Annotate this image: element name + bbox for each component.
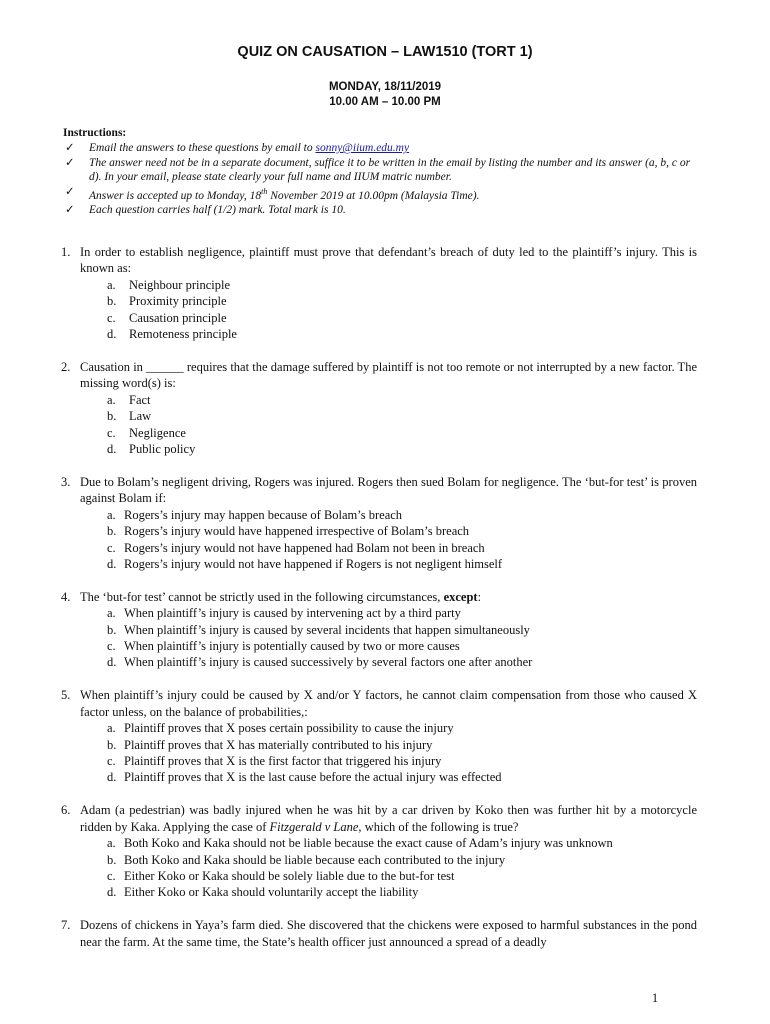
question-text: Causation in ______ requires that the damage suffered by plaintiff is not too remote or not interrupted by a new factor. The missing word(s) is:	[80, 359, 697, 391]
option-text: Negligence	[129, 425, 186, 440]
instructions-list	[63, 141, 703, 217]
option-letter: c.	[107, 425, 116, 440]
option-item	[107, 425, 697, 441]
option-text: When plaintiff’s injury is potentially caused by two or more causes	[124, 639, 460, 654]
option-item	[107, 835, 697, 851]
question-text-part: which of the following is true?	[361, 819, 519, 834]
question-number: 3.	[61, 474, 71, 489]
quiz-title: QUIZ ON CAUSATION – LAW1510 (TORT 1)	[237, 44, 533, 60]
option-item	[107, 408, 697, 424]
option-letter: c.	[107, 540, 116, 555]
option-letter: b.	[107, 409, 117, 424]
option-text: Public policy	[129, 441, 196, 456]
option-item	[107, 507, 697, 523]
option-text: Plaintiff proves that X has materially contributed to his injury	[124, 737, 433, 752]
question-3	[61, 474, 697, 572]
option-letter: b.	[107, 524, 117, 539]
option-list	[61, 720, 697, 786]
option-item	[107, 326, 697, 342]
instruction-text: The answer need not be in a separate document, suffice it to be written in the email by listing the number and its answer (a, b, c or d). In your email, please state clearly your full name and IIUM matric number.	[89, 156, 691, 183]
questions-section	[61, 244, 697, 967]
instruction-item	[63, 141, 703, 156]
question-7	[61, 917, 697, 950]
option-list	[61, 835, 697, 901]
option-item	[107, 310, 697, 326]
option-letter: b.	[107, 737, 117, 752]
option-list	[61, 392, 697, 458]
option-text: When plaintiff’s injury is caused by several incidents that happen simultaneously	[124, 622, 530, 637]
option-letter: d.	[107, 327, 117, 342]
option-item	[107, 884, 697, 900]
option-item	[107, 277, 697, 293]
question-number: 4.	[61, 589, 71, 604]
question-number: 5.	[61, 688, 71, 703]
option-item	[107, 293, 697, 309]
option-text: Proximity principle	[129, 294, 227, 309]
option-letter: c.	[107, 753, 116, 768]
option-letter: b.	[107, 852, 117, 867]
instruction-item	[63, 185, 703, 203]
case-name: Fitzgerald v Lane,	[269, 819, 362, 834]
option-letter: c.	[107, 310, 116, 325]
option-letter: b.	[107, 622, 117, 637]
checkmark-icon: ✓	[65, 185, 75, 198]
option-list	[61, 277, 697, 343]
option-item	[107, 523, 697, 539]
option-text: Both Koko and Kaka should be liable because each contributed to the injury	[124, 852, 506, 867]
option-letter: a.	[107, 392, 116, 407]
question-number: 7.	[61, 918, 71, 933]
instructions-heading: Instructions:	[63, 127, 127, 139]
option-letter: a.	[107, 277, 116, 292]
option-item	[107, 392, 697, 408]
option-text: Remoteness principle	[129, 327, 237, 342]
option-item	[107, 654, 697, 670]
option-text: Fact	[129, 392, 151, 407]
question-number: 1.	[61, 245, 71, 259]
question-text-emphasis: except	[443, 589, 478, 604]
option-item	[107, 441, 697, 457]
option-text: Causation principle	[129, 310, 227, 325]
option-item	[107, 540, 697, 556]
question-text: When plaintiff’s injury could be caused by X and/or Y factors, he cannot claim compensation from those who caused X factor unless, on the balance of probabilities,:	[80, 688, 697, 719]
option-letter: c.	[107, 639, 116, 654]
page-number: 1	[651, 991, 659, 1005]
option-text: Either Koko or Kaka should voluntarily accept the liability	[124, 885, 419, 900]
instructions-section	[63, 126, 703, 217]
question-1	[61, 244, 697, 342]
option-item	[107, 556, 697, 572]
question-4	[61, 589, 697, 671]
option-letter: d.	[107, 441, 117, 456]
option-text: Rogers’s injury would have happened irrespective of Bolam’s breach	[124, 524, 470, 539]
option-text: When plaintiff’s injury is caused successively by several factors one after another	[124, 655, 533, 670]
option-text: Rogers’s injury would not have happened had Bolam not been in breach	[124, 540, 485, 555]
option-item	[107, 852, 697, 868]
option-list	[61, 507, 697, 573]
option-text: Either Koko or Kaka should be solely liable due to the but-for test	[124, 868, 455, 883]
instruction-item	[63, 156, 703, 185]
question-text: Dozens of chickens in Yaya’s farm died. She discovered that the chickens were exposed to harmful substances in the pond near the farm. At the same time, the State’s health officer just announced a spread of a deadly	[80, 918, 697, 949]
quiz-date-time	[0, 80, 770, 110]
option-item	[107, 622, 697, 638]
question-text: In order to establish negligence, plaintiff must prove that defendant’s breach of duty led to the plaintiff’s injury. This is known as:	[80, 245, 697, 276]
checkmark-icon: ✓	[65, 203, 75, 216]
option-item	[107, 737, 697, 753]
question-2	[61, 359, 697, 457]
ordinal-suffix: th	[261, 186, 268, 196]
question-text	[80, 589, 697, 605]
option-letter: d.	[107, 885, 117, 900]
option-text: Law	[129, 409, 152, 424]
option-text: Rogers’s injury would not have happened if Rogers is not negligent himself	[124, 556, 503, 571]
option-letter: a.	[107, 507, 116, 522]
option-letter: c.	[107, 868, 116, 883]
option-letter: d.	[107, 556, 117, 571]
email-link[interactable]: sonny@iium.edu.my	[315, 142, 410, 154]
instruction-text: Each question carries half (1/2) mark. Total mark is 10.	[89, 203, 346, 216]
instruction-text: Answer is accepted up to Monday, 18	[89, 189, 262, 202]
option-list	[61, 605, 697, 671]
option-item	[107, 868, 697, 884]
question-5	[61, 687, 697, 785]
option-item	[107, 638, 697, 654]
question-text: Due to Bolam’s negligent driving, Rogers was injured. Rogers then sued Bolam for negligence. The ‘but-for test’ is proven against Bolam if:	[80, 474, 697, 506]
option-letter: d.	[107, 655, 117, 670]
option-text: When plaintiff’s injury is caused by intervening act by a third party	[124, 606, 461, 621]
question-text	[80, 802, 697, 835]
checkmark-icon: ✓	[65, 142, 75, 154]
option-letter: a.	[107, 606, 116, 621]
option-letter: b.	[107, 294, 117, 309]
question-number: 6.	[61, 803, 71, 818]
option-letter: d.	[107, 770, 117, 785]
option-text: Plaintiff proves that X is the first factor that triggered his injury	[124, 753, 442, 768]
instruction-text: November 2019 at 10.00pm (Malaysia Time).	[267, 189, 480, 202]
question-text-part: The ‘but-for test’ cannot be strictly used in the following circumstances,	[80, 589, 444, 604]
instruction-item	[63, 203, 703, 218]
checkmark-icon: ✓	[65, 156, 75, 169]
option-text: Both Koko and Kaka should not be liable because the exact cause of Adam’s injury was unknown	[124, 836, 613, 851]
instruction-text: Email the answers to these questions by email to	[89, 142, 316, 154]
option-text: Rogers’s injury may happen because of Bolam’s breach	[124, 507, 403, 522]
question-text-part: Adam (a pedestrian) was badly injured when he was hit by a car driven by Koko then was further hit by a motorcycle ridden by Kaka. Applying the case of	[80, 803, 697, 834]
question-6	[61, 802, 697, 900]
option-letter: a.	[107, 836, 116, 851]
option-item	[107, 720, 697, 736]
quiz-time: 10.00 AM – 10.00 PM	[329, 96, 441, 108]
option-item	[107, 605, 697, 621]
question-number: 2.	[61, 359, 71, 374]
option-item	[107, 753, 697, 769]
option-text: Plaintiff proves that X is the last cause before the actual injury was effected	[124, 770, 502, 785]
question-text-part: :	[477, 589, 482, 604]
option-text: Neighbour principle	[129, 277, 231, 292]
option-text: Plaintiff proves that X poses certain possibility to cause the injury	[124, 721, 454, 736]
quiz-date: MONDAY, 18/11/2019	[328, 81, 442, 93]
option-letter: a.	[107, 721, 116, 736]
option-item	[107, 769, 697, 785]
